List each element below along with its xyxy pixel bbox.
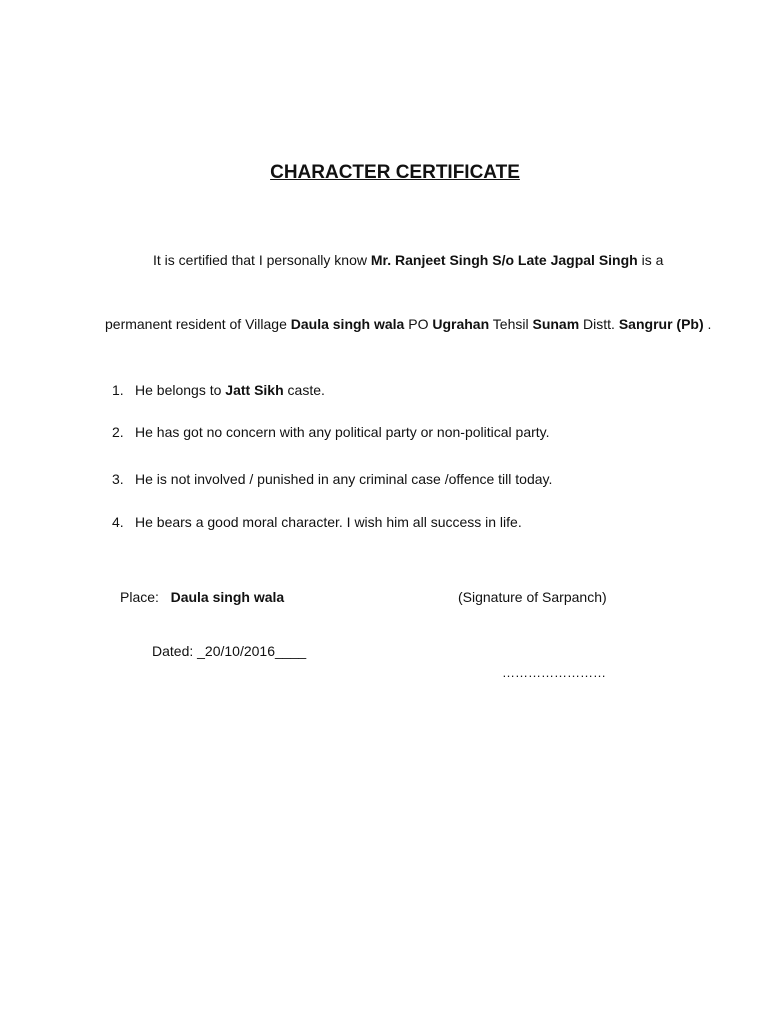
tehsil-name: Sunam	[532, 316, 580, 332]
village-name: Daula singh wala	[290, 316, 405, 332]
intro-text-4: PO	[404, 316, 433, 332]
list-item	[112, 382, 325, 398]
signature-label: (Signature of Sarpanch)	[458, 589, 607, 605]
intro-text-7: .	[703, 316, 712, 332]
intro-line-1	[153, 252, 663, 268]
certificate-title: CHARACTER CERTIFICATE	[270, 162, 520, 183]
place-value: Daula singh wala	[170, 589, 285, 605]
list-item-number: 3.	[112, 471, 124, 487]
district-name: Sangrur (Pb)	[618, 316, 704, 332]
list-item-number: 4.	[112, 514, 124, 530]
list-item-text: He is not involved / punished in any criminal case /offence till today.	[135, 471, 553, 487]
dated-label: Dated:	[152, 643, 198, 659]
list-item-text: He bears a good moral character. I wish him all success in life.	[135, 514, 522, 530]
dated-line	[152, 643, 306, 659]
place-label: Place:	[120, 589, 159, 605]
list-item	[112, 471, 552, 487]
list-item	[112, 514, 522, 530]
list-item	[112, 424, 550, 440]
intro-text-3: permanent resident of Village	[105, 316, 291, 332]
intro-text-2: is a	[637, 252, 664, 268]
person-name: Mr. Ranjeet Singh S/o Late Jagpal Singh	[370, 252, 638, 268]
intro-line-2	[105, 316, 711, 332]
intro-text-1: It is certified that I personally know	[153, 252, 371, 268]
dated-value: _20/10/2016____	[197, 643, 307, 659]
intro-text-6: Distt.	[579, 316, 619, 332]
list-item-text: He has got no concern with any political party or non-political party.	[135, 424, 550, 440]
intro-text-5: Tehsil	[489, 316, 533, 332]
caste-name: Jatt Sikh	[225, 382, 284, 398]
po-name: Ugrahan	[432, 316, 490, 332]
signature-dots: ……………………	[502, 665, 606, 680]
place-line	[120, 589, 284, 605]
list-item-number: 1.	[112, 382, 124, 398]
list-item-text: caste.	[283, 382, 325, 398]
list-item-text: He belongs to	[135, 382, 226, 398]
list-item-number: 2.	[112, 424, 124, 440]
